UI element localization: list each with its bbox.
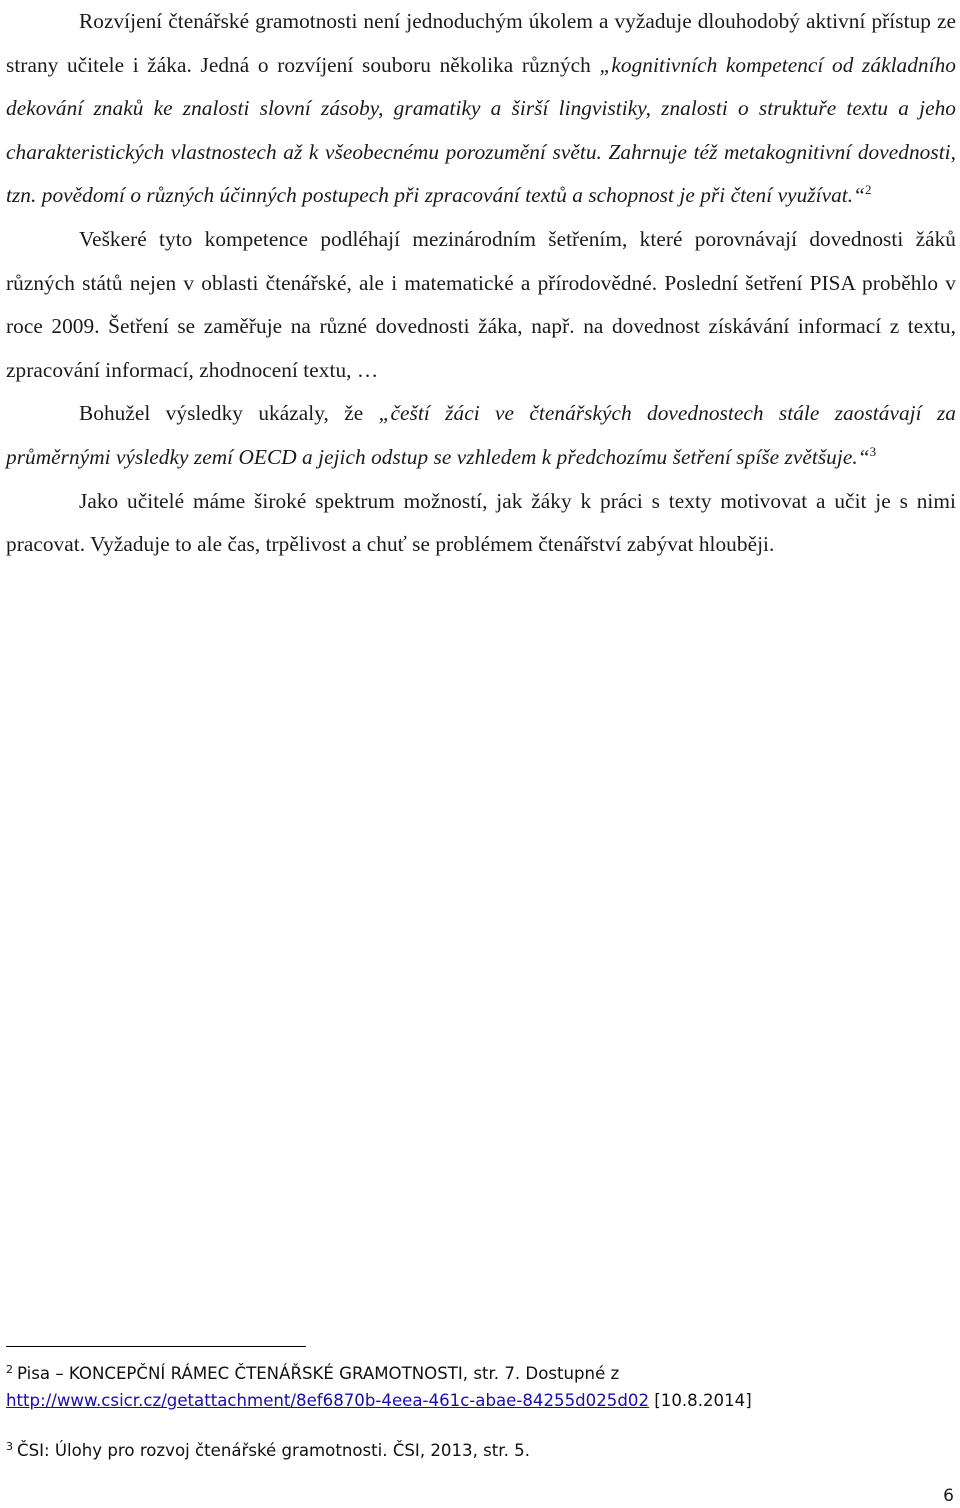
quote-2: „čeští žáci ve čtenářských dovednostech stále zaostávají za průměrnými výsledky zemí OECD a jejich odstup se vzhledem k předchozímu šetření spíše zvětšuje.“	[6, 401, 956, 469]
body-text	[6, 0, 956, 567]
footnote-2-link[interactable]: http://www.csicr.cz/getattachment/8ef6870b-4eea-461c-abae-84255d025d02	[6, 1391, 650, 1410]
paragraph-1-text: Rozvíjení čtenářské gramotnosti není jednoduchým úkolem a vyžaduje dlouhodobý aktivní přístup ze strany učitele i žáka. Jedná o rozvíjení souboru několika různých	[6, 9, 956, 77]
footnote-2	[6, 1360, 946, 1414]
footnote-2-number: 2	[6, 1363, 13, 1376]
paragraph-4: Jako učitelé máme široké spektrum možností, jak žáky k práci s texty motivovat a učit je s nimi pracovat. Vyžaduje to ale čas, trpělivost a chuť se problémem čtenářství zabývat hlouběji.	[6, 488, 956, 557]
page-number: 6	[943, 1486, 954, 1506]
footnote-3-text: ČSI: Úlohy pro rozvoj čtenářské gramotnosti. ČSI, 2013, str. 5.	[17, 1441, 530, 1460]
quote-1: „kognitivních kompetencí od základního dekování znaků ke znalosti slovní zásoby, gramatiky a širší lingvistiky, znalosti o struktuře textu a jeho charakteristických vlastnostech až k všeobecnému porozumění světu. Zahrnuje též metakognitivní dovednosti, tzn. povědomí o různých účinných postupech při zpracování textů a schopnost je při čtení využívat.“	[6, 52, 956, 208]
paragraph-2: Veškeré tyto kompetence podléhají mezinárodním šetřením, které porovnávají dovednosti žáků různých států nejen v oblasti čtenářské, ale i matematické a přírodovědné. Poslední šetření PISA proběhlo v roce 2009. Šetření se zaměřuje na různé dovednosti žáka, např. na dovednost získávání informací z textu, zpracování informací, zhodnocení textu, …	[6, 226, 956, 382]
paragraph-3	[6, 392, 956, 479]
footnotes	[6, 1360, 946, 1464]
footnote-ref-3[interactable]: 3	[869, 443, 877, 459]
paragraph-3-text: Bohužel výsledky ukázaly, že	[79, 401, 379, 426]
footnote-3	[6, 1437, 946, 1464]
footnote-2-text: Pisa – KONCEPČNÍ RÁMEC ČTENÁŘSKÉ GRAMOTNOSTI, str. 7. Dostupné z	[17, 1364, 620, 1383]
paragraph-1	[6, 0, 956, 218]
footnote-separator	[6, 1346, 306, 1347]
footnote-ref-2[interactable]: 2	[865, 182, 872, 198]
footnote-2-date: [10.8.2014]	[649, 1391, 752, 1410]
footnote-3-number: 3	[6, 1440, 13, 1453]
